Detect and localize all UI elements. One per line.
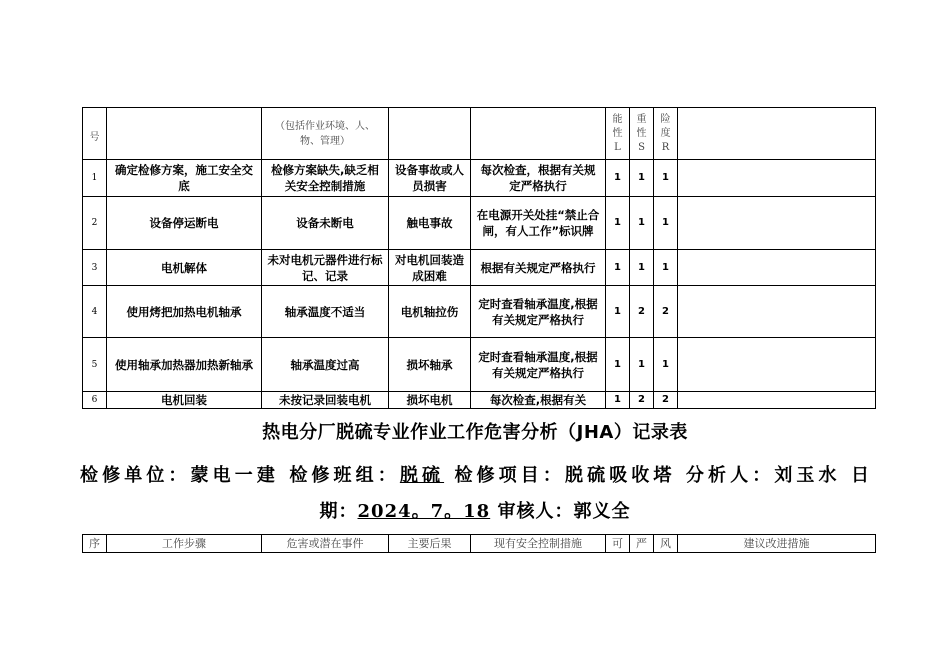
header-hazard-note: （包括作业环境、人、物、管理） xyxy=(262,108,389,160)
info-line-2 xyxy=(0,497,950,523)
row-consequence: 对电机回装造成困难 xyxy=(389,250,471,286)
table-header-row xyxy=(83,108,876,160)
table-row xyxy=(83,160,876,197)
row-no: 6 xyxy=(83,392,107,409)
row-consequence: 损坏电机 xyxy=(389,392,471,409)
project-value: 脱硫吸收塔 xyxy=(564,465,676,486)
hazard-analysis-table-top xyxy=(82,107,876,409)
table-row xyxy=(83,392,876,409)
row-r: 2 xyxy=(654,286,678,338)
date-label-part2: 期： xyxy=(319,501,358,522)
row-control: 在电源开关处挂“禁止合闸，有人工作”标识牌 xyxy=(471,197,606,250)
row-consequence: 损坏轴承 xyxy=(389,338,471,392)
analyst-label: 分析人： xyxy=(685,465,775,486)
project-label: 检修项目： xyxy=(454,465,565,486)
row-control: 每次检查，根据有关规定严格执行 xyxy=(471,160,606,197)
row-no: 2 xyxy=(83,197,107,250)
header-consequence xyxy=(389,108,471,160)
row-suggestion xyxy=(678,160,876,197)
row-l: 1 xyxy=(606,286,630,338)
row-step: 确定检修方案，施工安全交底 xyxy=(107,160,262,197)
header-seq: 序 xyxy=(83,535,107,553)
row-s: 1 xyxy=(630,197,654,250)
row-control: 定时查看轴承温度,根据有关规定严格执行 xyxy=(471,338,606,392)
row-control: 每次检查,根据有关 xyxy=(471,392,606,409)
team-value: 脱硫 xyxy=(399,465,445,486)
row-r: 1 xyxy=(654,250,678,286)
hazard-analysis-table-header xyxy=(82,534,876,553)
row-hazard: 轴承温度不适当 xyxy=(262,286,389,338)
row-no: 3 xyxy=(83,250,107,286)
row-consequence: 设备事故或人员损害 xyxy=(389,160,471,197)
header-possibility: 可 xyxy=(606,535,630,553)
row-r: 1 xyxy=(654,338,678,392)
row-l: 1 xyxy=(606,392,630,409)
row-suggestion xyxy=(678,286,876,338)
row-step: 电机回装 xyxy=(107,392,262,409)
row-no: 1 xyxy=(83,160,107,197)
row-hazard: 未按记录回装电机 xyxy=(262,392,389,409)
table-row xyxy=(83,286,876,338)
row-suggestion xyxy=(678,197,876,250)
header-control: 现有安全控制措施 xyxy=(471,535,606,553)
row-hazard: 设备未断电 xyxy=(262,197,389,250)
header-step: 工作步骤 xyxy=(107,535,262,553)
row-control: 根据有关规定严格执行 xyxy=(471,250,606,286)
row-suggestion xyxy=(678,250,876,286)
row-no: 4 xyxy=(83,286,107,338)
row-l: 1 xyxy=(606,338,630,392)
header-no: 号 xyxy=(83,108,107,160)
header-control xyxy=(471,108,606,160)
row-r: 1 xyxy=(654,160,678,197)
row-l: 1 xyxy=(606,160,630,197)
row-l: 1 xyxy=(606,250,630,286)
row-suggestion xyxy=(678,338,876,392)
row-consequence: 电机轴拉伤 xyxy=(389,286,471,338)
unit-value: 蒙电一建 xyxy=(190,465,279,486)
row-control: 定时查看轴承温度,根据有关规定严格执行 xyxy=(471,286,606,338)
row-s: 2 xyxy=(630,286,654,338)
row-s: 1 xyxy=(630,160,654,197)
table-row xyxy=(83,197,876,250)
unit-label: 检修单位： xyxy=(80,465,191,486)
row-step: 电机解体 xyxy=(107,250,262,286)
row-hazard: 未对电机元器件进行标记、记录 xyxy=(262,250,389,286)
row-hazard: 检修方案缺失,缺乏相关安全控制措施 xyxy=(262,160,389,197)
header-step xyxy=(107,108,262,160)
table-row xyxy=(83,338,876,392)
header-suggestion xyxy=(678,108,876,160)
header-hazard: 危害或潜在事件 xyxy=(262,535,389,553)
row-no: 5 xyxy=(83,338,107,392)
row-s: 1 xyxy=(630,338,654,392)
row-s: 1 xyxy=(630,250,654,286)
row-suggestion xyxy=(678,392,876,409)
header-consequence: 主要后果 xyxy=(389,535,471,553)
header-risk: 风 xyxy=(654,535,678,553)
date-label-part1: 日 xyxy=(851,465,871,486)
info-line-1 xyxy=(80,461,870,487)
analyst-value: 刘玉水 xyxy=(774,465,841,486)
row-step: 使用轴承加热器加热新轴承 xyxy=(107,338,262,392)
reviewer-label: 审核人： xyxy=(497,501,574,522)
row-step: 设备停运断电 xyxy=(107,197,262,250)
row-r: 1 xyxy=(654,197,678,250)
header-suggestion: 建议改进措施 xyxy=(678,535,876,553)
reviewer-value: 郭义全 xyxy=(573,501,631,522)
header-s: 重性S xyxy=(630,108,654,160)
header-r: 险度R xyxy=(654,108,678,160)
row-step: 使用烤把加热电机轴承 xyxy=(107,286,262,338)
row-l: 1 xyxy=(606,197,630,250)
header-severity: 严 xyxy=(630,535,654,553)
row-hazard: 轴承温度过高 xyxy=(262,338,389,392)
header-l: 能性L xyxy=(606,108,630,160)
document-title: 热电分厂脱硫专业作业工作危害分析（JHA）记录表 xyxy=(262,422,688,443)
table-header-row xyxy=(83,535,876,553)
table-row xyxy=(83,250,876,286)
date-value: 2024。7。18 xyxy=(357,501,491,522)
row-r: 2 xyxy=(654,392,678,409)
row-s: 2 xyxy=(630,392,654,409)
row-consequence: 触电事故 xyxy=(389,197,471,250)
team-label: 检修班组： xyxy=(289,465,400,486)
